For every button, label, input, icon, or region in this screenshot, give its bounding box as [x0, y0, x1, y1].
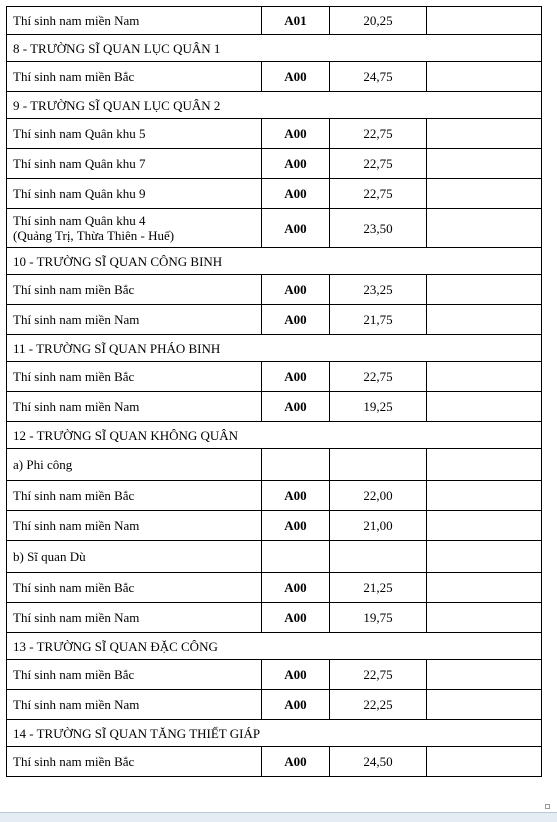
- candidate-group-label: Thí sinh nam miền Bắc: [13, 580, 135, 595]
- subject-combination-code: A00: [262, 690, 330, 720]
- notes-cell: [427, 603, 542, 633]
- admission-score: 24,75: [330, 62, 427, 92]
- empty-cell: [330, 541, 427, 573]
- section-title: 9 - TRƯỜNG SĨ QUAN LỤC QUÂN 2: [7, 92, 542, 119]
- section-header-row: [7, 92, 542, 119]
- section-title: 10 - TRƯỜNG SĨ QUAN CÔNG BINH: [7, 248, 542, 275]
- notes-cell: [427, 209, 542, 248]
- subject-combination-code: A00: [262, 660, 330, 690]
- table-row: [7, 62, 542, 92]
- candidate-group-label: Thí sinh nam miền Nam: [13, 399, 140, 414]
- candidate-group-label: Thí sinh nam miền Bắc: [13, 667, 135, 682]
- table-row: [7, 392, 542, 422]
- candidate-group-label: Thí sinh nam Quân khu 4: [13, 213, 146, 228]
- notes-cell: [427, 305, 542, 335]
- candidate-group-label: Thí sinh nam Quân khu 9: [13, 186, 146, 201]
- subject-combination-code: A00: [262, 275, 330, 305]
- subject-combination-code: A00: [262, 179, 330, 209]
- candidate-group-cell: [7, 511, 262, 541]
- notes-cell: [427, 481, 542, 511]
- table-row: [7, 511, 542, 541]
- subsection-title: b) Sĩ quan Dù: [7, 541, 262, 573]
- admission-score-table: [6, 6, 542, 777]
- table-row: [7, 603, 542, 633]
- notes-cell: [427, 179, 542, 209]
- admission-score: 21,25: [330, 573, 427, 603]
- subject-combination-code: A00: [262, 149, 330, 179]
- candidate-group-label: Thí sinh nam Quân khu 7: [13, 156, 146, 171]
- candidate-group-note: (Quảng Trị, Thừa Thiên - Huế): [13, 228, 175, 243]
- section-header-row: [7, 422, 542, 449]
- admission-score: 22,75: [330, 119, 427, 149]
- candidate-group-label: Thí sinh nam miền Nam: [13, 13, 140, 28]
- candidate-group-cell: [7, 7, 262, 35]
- empty-cell: [427, 541, 542, 573]
- table-row: [7, 573, 542, 603]
- section-header-row: [7, 248, 542, 275]
- empty-cell: [427, 449, 542, 481]
- subject-combination-code: A00: [262, 481, 330, 511]
- candidate-group-label: Thí sinh nam miền Nam: [13, 518, 140, 533]
- admission-score: 23,25: [330, 275, 427, 305]
- notes-cell: [427, 660, 542, 690]
- candidate-group-cell: [7, 62, 262, 92]
- table-row: [7, 660, 542, 690]
- candidate-group-cell: [7, 660, 262, 690]
- subject-combination-code: A00: [262, 511, 330, 541]
- notes-cell: [427, 573, 542, 603]
- candidate-group-cell: [7, 305, 262, 335]
- table-resize-handle[interactable]: [545, 804, 550, 809]
- admission-score: 22,25: [330, 690, 427, 720]
- notes-cell: [427, 690, 542, 720]
- section-header-row: [7, 633, 542, 660]
- table-row: [7, 747, 542, 777]
- table-row: [7, 179, 542, 209]
- subject-combination-code: A00: [262, 305, 330, 335]
- admission-score: 21,75: [330, 305, 427, 335]
- table-row: [7, 362, 542, 392]
- candidate-group-label: Thí sinh nam miền Bắc: [13, 69, 135, 84]
- admission-score: 21,00: [330, 511, 427, 541]
- subject-combination-code: A00: [262, 119, 330, 149]
- empty-cell: [262, 541, 330, 573]
- notes-cell: [427, 511, 542, 541]
- section-title: 13 - TRƯỜNG SĨ QUAN ĐẶC CÔNG: [7, 633, 542, 660]
- table-body: [7, 7, 542, 777]
- subject-combination-code: A00: [262, 392, 330, 422]
- admission-score: 22,75: [330, 179, 427, 209]
- admission-score: 23,50: [330, 209, 427, 248]
- table-row: [7, 7, 542, 35]
- section-title: 12 - TRƯỜNG SĨ QUAN KHÔNG QUÂN: [7, 422, 542, 449]
- section-title: 14 - TRƯỜNG SĨ QUAN TĂNG THIẾT GIÁP: [7, 720, 542, 747]
- subject-combination-code: A00: [262, 209, 330, 248]
- subject-combination-code: A00: [262, 362, 330, 392]
- admission-score: 20,25: [330, 7, 427, 35]
- candidate-group-cell: [7, 275, 262, 305]
- table-row: [7, 690, 542, 720]
- candidate-group-cell: [7, 392, 262, 422]
- subsection-row: [7, 449, 542, 481]
- candidate-group-cell: [7, 690, 262, 720]
- table-row: [7, 209, 542, 248]
- candidate-group-cell: [7, 209, 262, 248]
- admission-score: 22,00: [330, 481, 427, 511]
- notes-cell: [427, 119, 542, 149]
- candidate-group-cell: [7, 481, 262, 511]
- table-row: [7, 119, 542, 149]
- admission-score: 19,75: [330, 603, 427, 633]
- candidate-group-label: Thí sinh nam miền Bắc: [13, 282, 135, 297]
- subject-combination-code: A00: [262, 62, 330, 92]
- candidate-group-label: Thí sinh nam miền Bắc: [13, 369, 135, 384]
- table-row: [7, 149, 542, 179]
- admission-score: 22,75: [330, 660, 427, 690]
- section-title: 11 - TRƯỜNG SĨ QUAN PHÁO BINH: [7, 335, 542, 362]
- candidate-group-cell: [7, 573, 262, 603]
- table-row: [7, 275, 542, 305]
- candidate-group-label: Thí sinh nam Quân khu 5: [13, 126, 146, 141]
- admission-score: 24,50: [330, 747, 427, 777]
- section-header-row: [7, 35, 542, 62]
- empty-cell: [330, 449, 427, 481]
- subsection-title: a) Phi công: [7, 449, 262, 481]
- candidate-group-cell: [7, 362, 262, 392]
- table-row: [7, 305, 542, 335]
- candidate-group-cell: [7, 119, 262, 149]
- candidate-group-label: Thí sinh nam miền Nam: [13, 610, 140, 625]
- notes-cell: [427, 275, 542, 305]
- empty-cell: [262, 449, 330, 481]
- section-header-row: [7, 720, 542, 747]
- candidate-group-cell: [7, 747, 262, 777]
- table-row: [7, 481, 542, 511]
- subject-combination-code: A01: [262, 7, 330, 35]
- candidate-group-cell: [7, 603, 262, 633]
- notes-cell: [427, 392, 542, 422]
- admission-score: 19,25: [330, 392, 427, 422]
- window-bottom-bar: [0, 812, 557, 822]
- candidate-group-cell: [7, 179, 262, 209]
- notes-cell: [427, 362, 542, 392]
- candidate-group-label: Thí sinh nam miền Nam: [13, 312, 140, 327]
- subject-combination-code: A00: [262, 603, 330, 633]
- subsection-row: [7, 541, 542, 573]
- candidate-group-label: Thí sinh nam miền Bắc: [13, 754, 135, 769]
- candidate-group-label: Thí sinh nam miền Nam: [13, 697, 140, 712]
- notes-cell: [427, 747, 542, 777]
- admission-score: 22,75: [330, 362, 427, 392]
- section-header-row: [7, 335, 542, 362]
- notes-cell: [427, 7, 542, 35]
- admission-score: 22,75: [330, 149, 427, 179]
- notes-cell: [427, 62, 542, 92]
- subject-combination-code: A00: [262, 747, 330, 777]
- subject-combination-code: A00: [262, 573, 330, 603]
- candidate-group-label: Thí sinh nam miền Bắc: [13, 488, 135, 503]
- candidate-group-cell: [7, 149, 262, 179]
- section-title: 8 - TRƯỜNG SĨ QUAN LỤC QUÂN 1: [7, 35, 542, 62]
- notes-cell: [427, 149, 542, 179]
